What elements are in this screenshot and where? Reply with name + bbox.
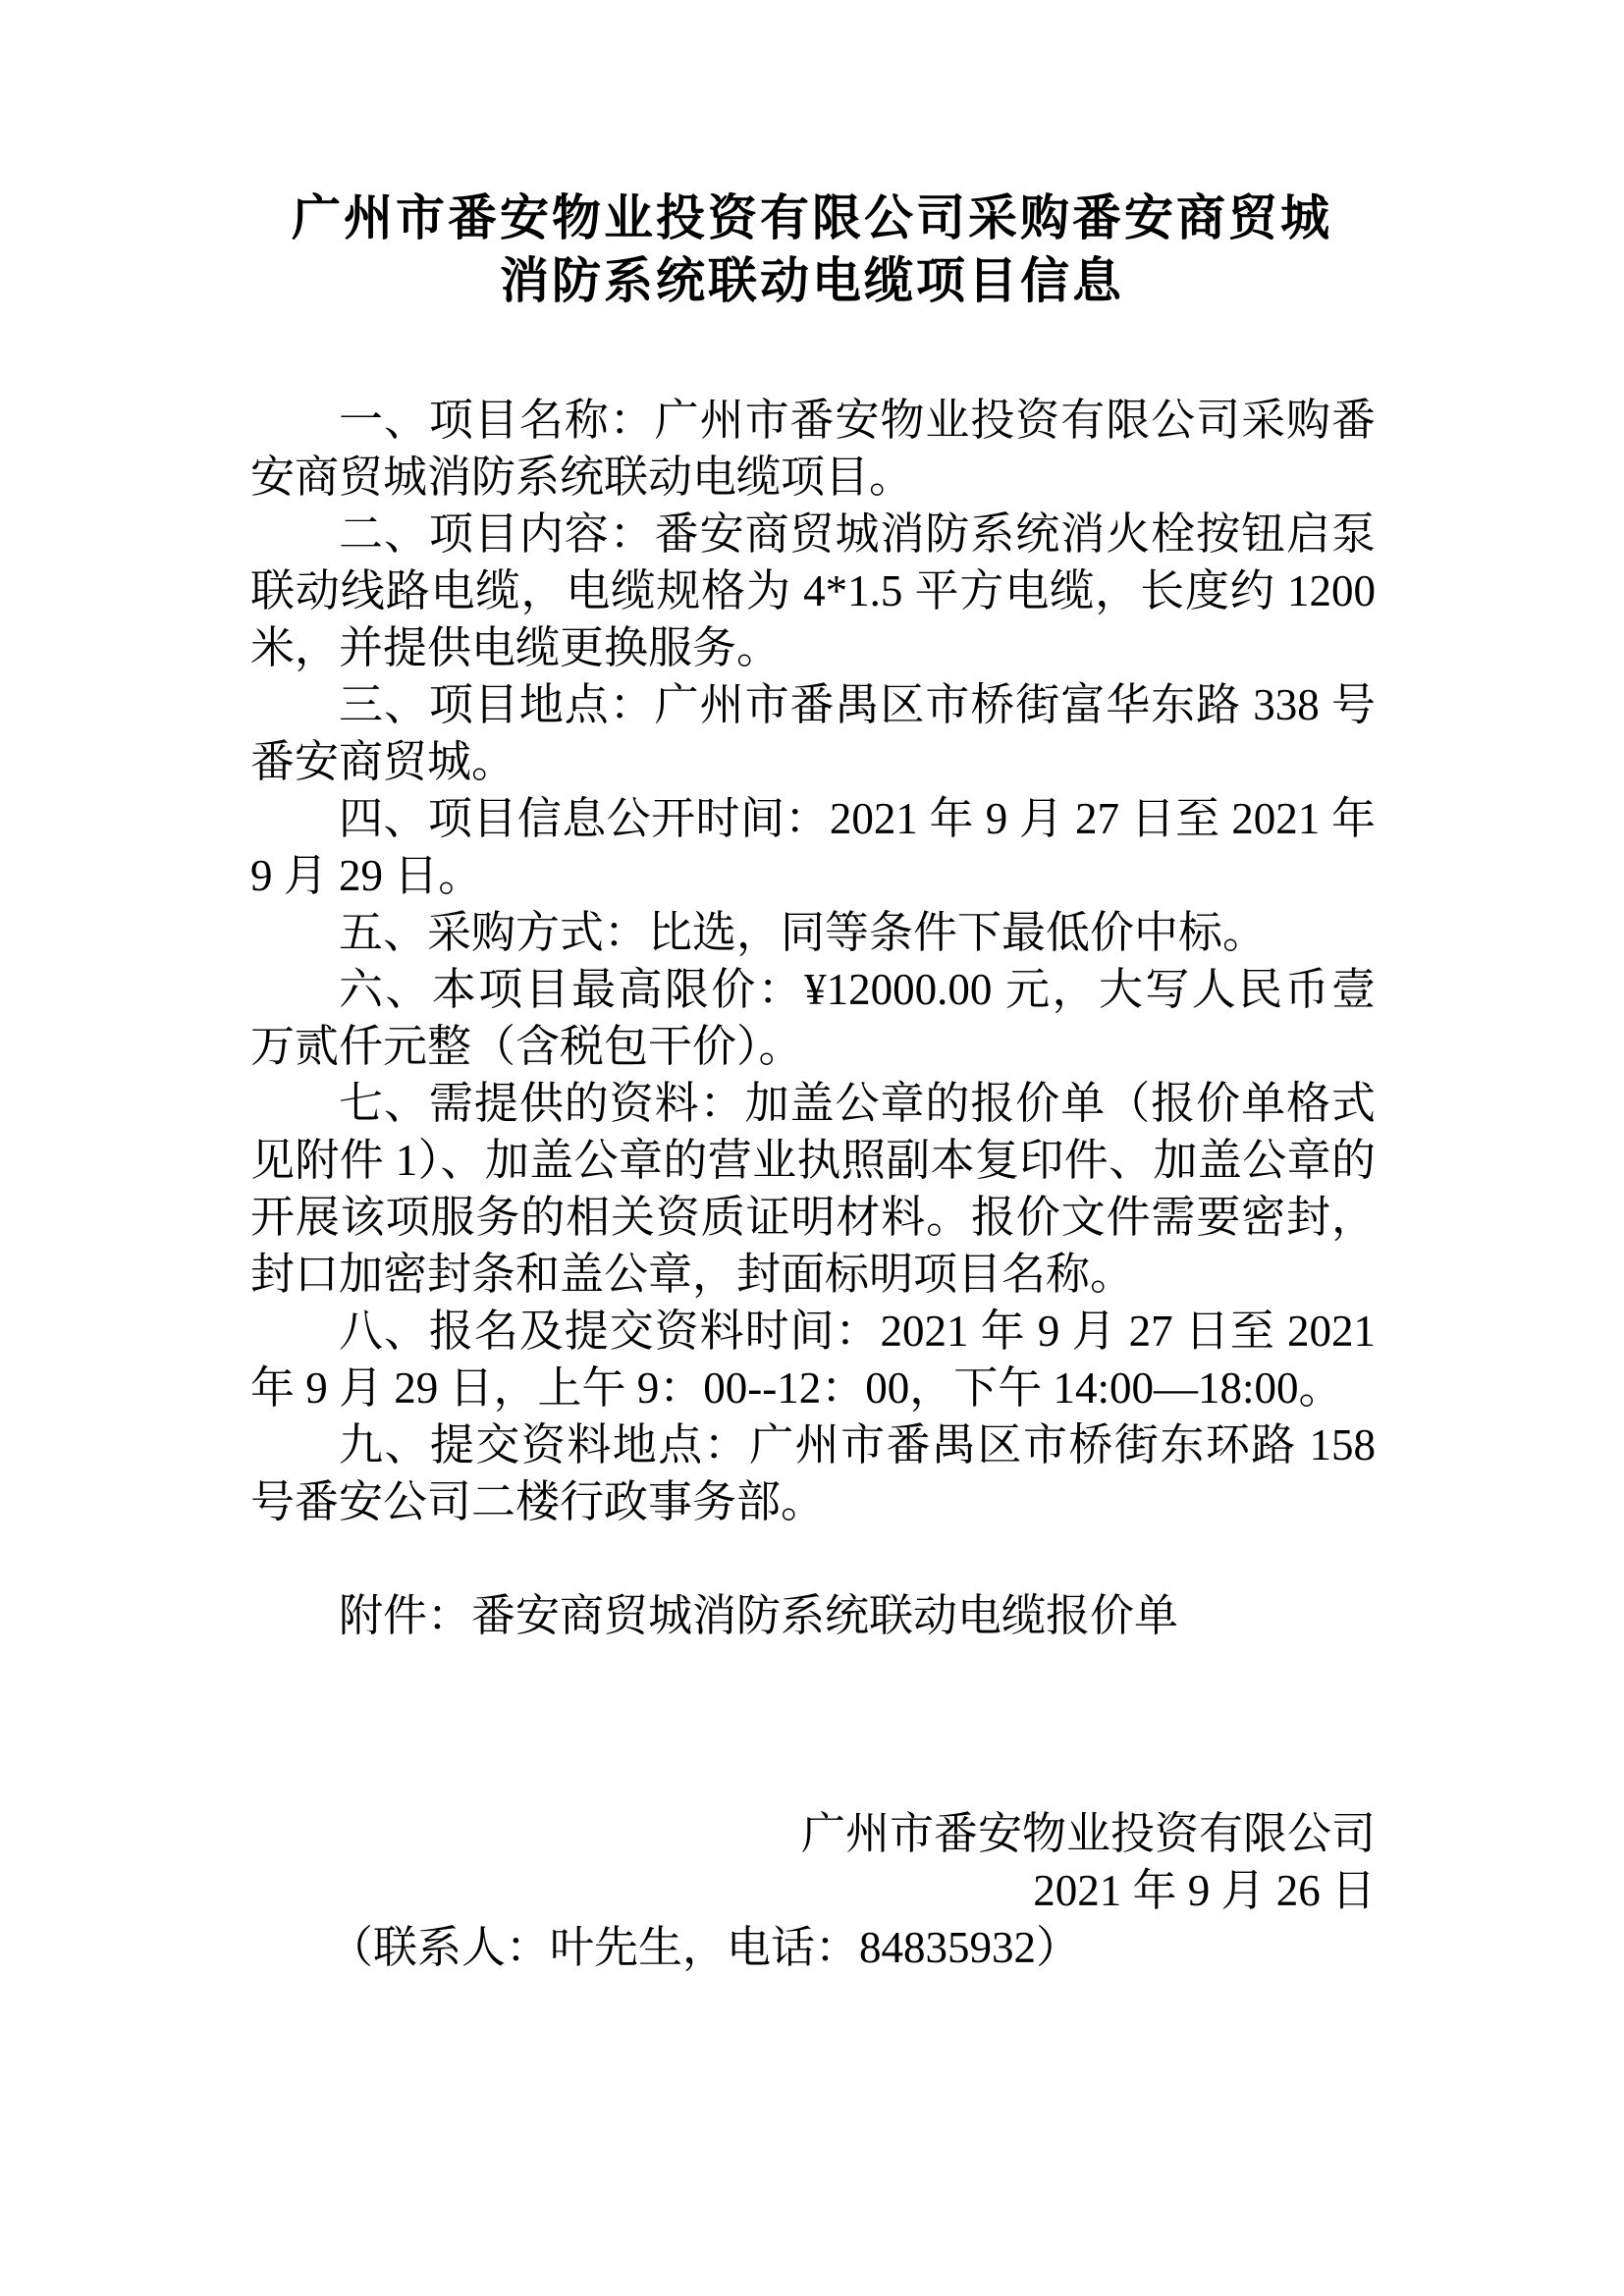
body-paragraph-6: 六、本项目最高限价：¥12000.00 元，大写人民币壹万贰仟元整（含税包干价）。	[250, 965, 1376, 1071]
document-body	[250, 392, 1376, 1976]
body-paragraph-9: 九、提交资料地点：广州市番禺区市桥街东环路 158 号番安公司二楼行政事务部。	[250, 1420, 1376, 1526]
signature-date: 2021 年 9 月 26 日	[1033, 1866, 1376, 1915]
signature-company: 广州市番安物业投资有限公司	[800, 1809, 1376, 1858]
attachment-line: 附件：番安商贸城消防系统联动电缆报价单	[339, 1591, 1179, 1640]
body-paragraph-8: 八、报名及提交资料时间：2021 年 9 月 27 日至 2021 年 9 月 29 日，上午 9：00--12：00，下午 14:00—18:00。	[250, 1307, 1376, 1413]
document-title-line-2: 消防系统联动电缆项目信息	[500, 253, 1124, 308]
body-paragraph-5: 五、采购方式：比选，同等条件下最低价中标。	[339, 908, 1268, 957]
body-paragraph-1: 一、项目名称：广州市番安物业投资有限公司采购番安商贸城消防系统联动电缆项目。	[250, 396, 1376, 502]
body-paragraph-2: 二、项目内容：番安商贸城消防系统消火栓按钮启泵联动线路电缆，电缆规格为 4*1.5 平方电缆，长度约 1200 米，并提供电缆更换服务。	[250, 509, 1376, 672]
document-title	[0, 187, 1624, 312]
body-paragraph-7: 七、需提供的资料：加盖公章的报价单（报价单格式见附件 1）、加盖公章的营业执照副本复印件、加盖公章的开展该项服务的相关资质证明材料。报价文件需要密封，封口加密封条和盖公章，封面标明项目名称。	[250, 1079, 1376, 1299]
body-paragraph-4: 四、项目信息公开时间：2021 年 9 月 27 日至 2021 年 9 月 29 日。	[250, 794, 1376, 900]
body-paragraph-3: 三、项目地点：广州市番禺区市桥街富华东路 338 号番安商贸城。	[250, 680, 1376, 786]
document-title-line-1: 广州市番安物业投资有限公司采购番安商贸城	[292, 190, 1332, 245]
signature-block	[250, 1805, 1376, 1976]
contact-line: （联系人：叶先生，电话：84835932）	[329, 1923, 1081, 1972]
